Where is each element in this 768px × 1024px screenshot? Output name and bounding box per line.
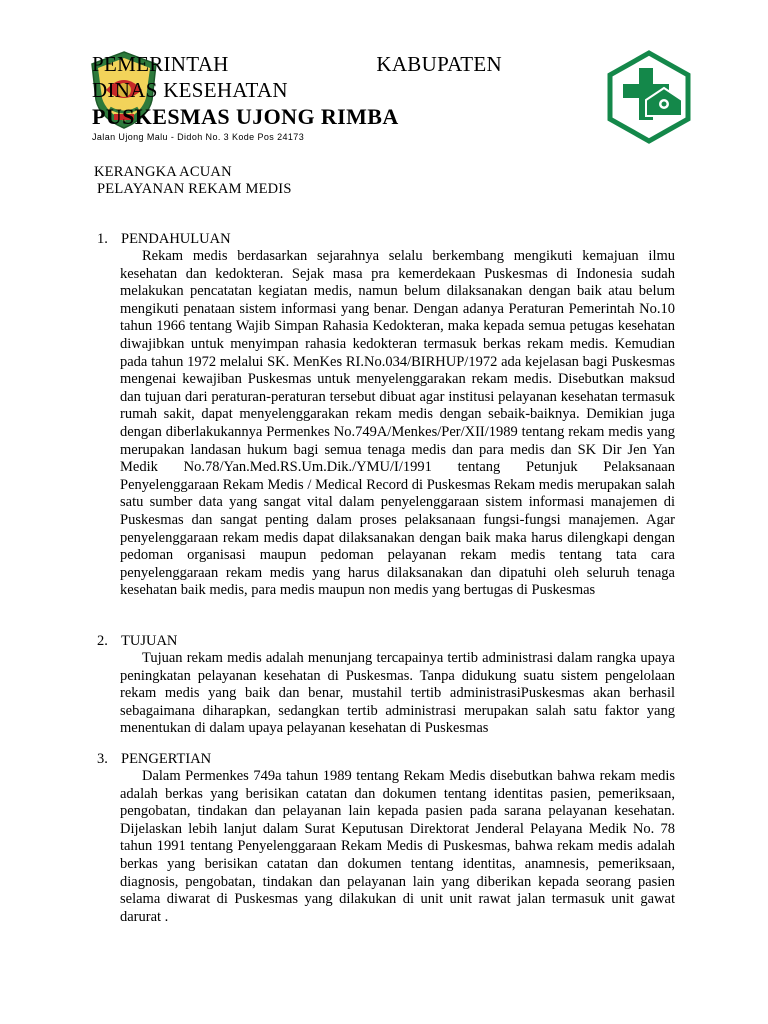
header-pemerintah: PEMERINTAH [92, 52, 229, 76]
section-title: PENGERTIAN [121, 751, 212, 767]
section-heading-tujuan [97, 632, 177, 650]
section-heading-pengertian [97, 750, 211, 768]
section-paragraph-tujuan: Tujuan rekam medis adalah menunjang tercapainya tertib administrasi dalam rangka upaya peningkatan pelayanan kesehatan di Puskesmas. Tanpa didukung suatu sistem pengelolaan rekam medis yang baik dan benar, mustahil tertib administrasiPuskesmas akan berhasil sebagaimana diharapkan, sedangkan tertib administrasi merupakan salah satu faktor yang menentukan di dalam upaya pelayanan kesehatan di Puskesmas [120, 650, 675, 737]
section-title: TUJUAN [121, 633, 178, 649]
header-institution-name: PUSKESMAS UJONG RIMBA [92, 104, 399, 129]
header-address: Jalan Ujong Malu - Didoh No. 3 Kode Pos 24173 [92, 132, 305, 142]
header-government-line [92, 52, 502, 76]
puskesmas-logo-icon [606, 50, 692, 144]
section-number: 3. [97, 751, 108, 767]
header-department: DINAS KESEHATAN [92, 78, 288, 102]
section-heading-pendahuluan [97, 230, 231, 248]
document-title: KERANGKA ACUAN [94, 164, 232, 180]
section-title: PENDAHULUAN [121, 231, 231, 247]
header-kabupaten: KABUPATEN [376, 52, 502, 76]
section-number: 2. [97, 633, 108, 649]
section-paragraph-pengertian: Dalam Permenkes 749a tahun 1989 tentang Rekam Medis disebutkan bahwa rekam medis adalah berkas yang berisikan catatan dan dokumen tentang identitas pasien, pemeriksaan, pengobatan, tindakan dan pelayanan lain kepada pasien pada sarana pelayanan kesehatan. Dijelaskan lebih lanjut dalam Surat Keputusan Direktorat Jenderal Pelayana Medik No. 78 tahun 1991 tentang Penyelenggaraan Rekam Medis di Puskesmas, bahwa rekam medis adalah berkas yang berisikan catatan dan dokumen tentang identitas, anamnesis, pemeriksaan, diagnosis, pengobatan, tindakan dan pelayanan lain yang diberikan kepada seorang pasien selama diwarat di Puskesmas yang dilakukan di unit unit rawat jalan termasuk unit gawat darurat . [120, 768, 675, 925]
section-paragraph-pendahuluan: Rekam medis berdasarkan sejarahnya selalu berkembang mengikuti kemajuan ilmu kesehatan dan kedokteran. Sejak masa pra kemerdekaan Puskesmas di Indonesia sudah melakukan pencatatan kegiatan medis, namun belum dilaksanakan dengan baik atau belum mengikuti penataan sistem informasi yang benar. Dengan adanya Peraturan Pemerintah No.10 tahun 1966 tentang Wajib Simpan Rahasia Kedokteran, maka kepada semua petugas kesehatan diwajibkan untuk menyimpan rahasia kedokteran termasuk berkas rekam medis. Kemudian pada tahun 1972 melalui SK. MenKes RI.No.034/BIRHUP/1972 ada kejelasan bagi Puskesmas mengenai kewajiban Puskesmas untuk menyelenggarakan rekam medis. Disebutkan maksud dan tujuan dari peraturan-peraturan tersebut dibuat agar institusi pelayanan kesehatan termasuk rumah sakit, dapat menyelenggarakan rekam medis dengan sebaik-baiknya. Demikian juga dengan diberlakukannya Permenkes No.749A/Menkes/Per/XII/1989 tentang rekam medis yang merupakan landasan hukum bagi semua tenaga medis dan para medis dan SK Dir Jen Yan Medik No.78/Yan.Med.RS.Um.Dik./YMU/I/1991 tentang Petunjuk Pelaksanaan Penyelenggaraan Rekam Medis / Medical Record di Puskesmas Rekam medis merupakan salah satu sumber data yang sangat vital dalam penyelenggaraan sistem informasi manajemen di Puskesmas dan sangat penting dalam proses pelaksanaan fungsi-fungsi manajemen. Agar penyelenggaraan rekam medis dapat dilaksanakan dengan baik maka harus dilengkapi dengan pedoman organisasi maupun pedoman pelayanan rekam medis tentang tata cara penyelenggaraan rekam medis yang harus dilaksanakan dan dipatuhi oleh seluruh tenaga kesehatan baik medis, para medis maupun non medis yang bertugas di Puskesmas [120, 248, 675, 599]
document-subtitle: PELAYANAN REKAM MEDIS [97, 181, 292, 197]
section-number: 1. [97, 231, 108, 247]
